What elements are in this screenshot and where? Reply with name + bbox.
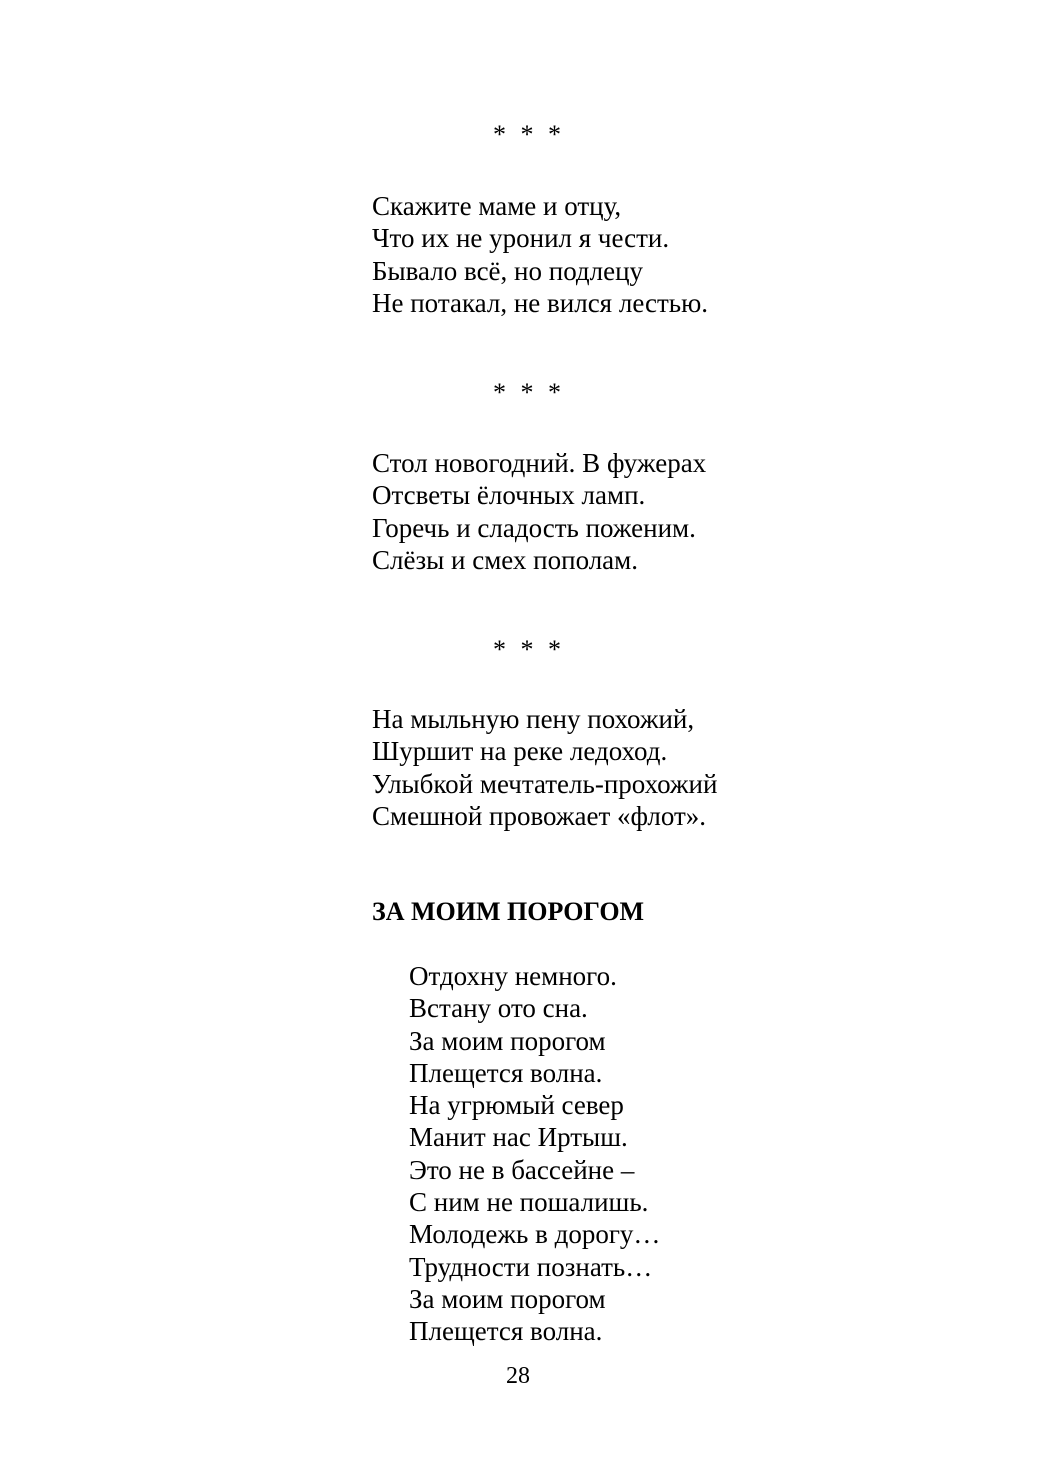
verse-line: За моим порогом: [409, 1283, 606, 1314]
verse-line: Плещется волна.: [409, 1057, 603, 1088]
verse-line: Слёзы и смех пополам.: [372, 544, 639, 575]
verse-line: Это не в бассейне –: [409, 1154, 635, 1185]
verse-line: За моим порогом: [409, 1025, 606, 1056]
verse-line: С ним не пошалишь.: [409, 1187, 649, 1218]
section-separator: * * *: [493, 378, 565, 407]
stanza: [372, 447, 706, 576]
section-separator: * * *: [493, 635, 565, 664]
verse-line: Отсветы ёлочных ламп.: [372, 480, 646, 511]
verse-line: Встану ото сна.: [409, 993, 588, 1024]
verse-line: На угрюмый север: [409, 1090, 624, 1121]
verse-line: Шуршит на реке ледоход.: [372, 736, 668, 767]
verse-line: Отдохну немного.: [409, 961, 617, 991]
poem-body: [409, 960, 660, 1348]
verse-line: Трудности познать…: [409, 1251, 653, 1282]
section-separator: * * *: [493, 120, 565, 149]
verse-line: Не потакал, не вился лестью.: [372, 287, 708, 318]
verse-line: Горечь и сладость поженим.: [372, 512, 696, 543]
stanza: [372, 190, 708, 319]
verse-line: Что их не уронил я чести.: [372, 223, 670, 254]
page-number: 28: [506, 1363, 530, 1389]
poem-title: ЗА МОИМ ПОРОГОМ: [372, 897, 645, 926]
stanza: [372, 703, 717, 832]
verse-line: Бывало всё, но подлецу: [372, 255, 644, 286]
verse-line: На мыльную пену похожий,: [372, 704, 695, 734]
verse-line: Молодежь в дорогу…: [409, 1219, 661, 1250]
verse-line: Смешной провожает «флот».: [372, 800, 707, 831]
verse-line: Плещется волна.: [409, 1316, 603, 1347]
verse-line: Улыбкой мечтатель-прохожий: [372, 768, 718, 799]
verse-line: Скажите маме и отцу,: [372, 191, 622, 221]
verse-line: Манит нас Иртыш.: [409, 1122, 628, 1153]
verse-line: Стол новогодний. В фужерах: [372, 448, 707, 478]
